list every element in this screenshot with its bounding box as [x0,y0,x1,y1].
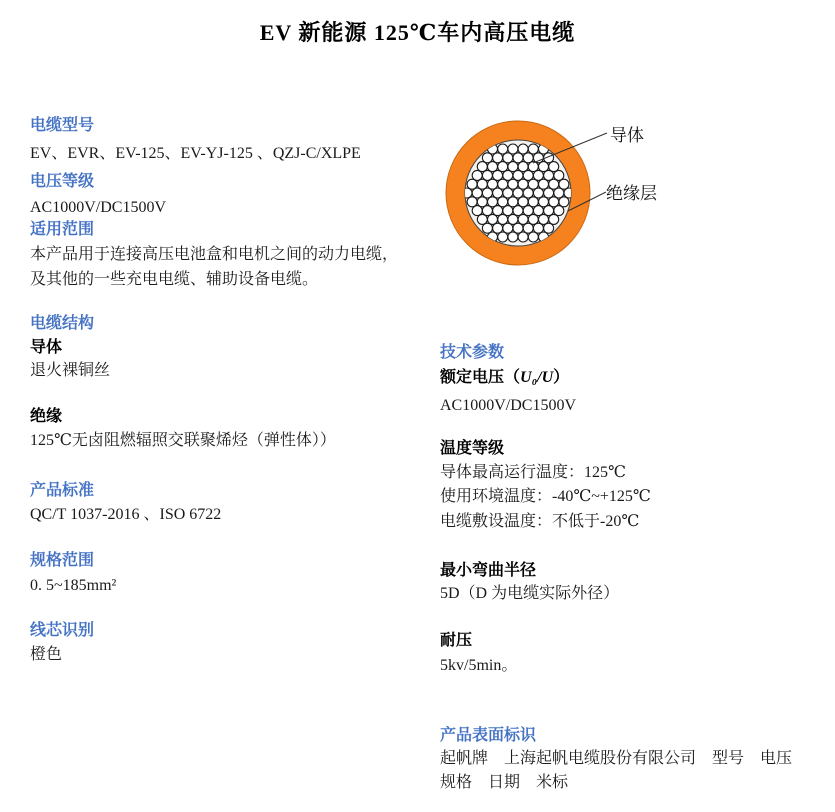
rated-voltage-symbol: U₀/U [520,369,554,386]
rated-voltage-prefix: 额定电压（ [440,369,521,386]
temperature-grade-subhead: 温度等级 [440,440,505,457]
withstand-voltage-value: 5kv/5min。 [440,657,518,674]
bend-radius-value: 5D（D 为电缆实际外径） [440,585,620,602]
core-id-heading: 线芯识别 [30,622,95,639]
rated-voltage-subhead [440,368,569,387]
temperature-line1: 导体最高运行温度：125℃ [440,464,626,481]
voltage-level-heading: 电压等级 [30,173,95,190]
bend-radius-subhead: 最小弯曲半径 [440,562,537,579]
surface-marking-heading: 产品表面标识 [440,727,537,744]
product-standard-heading: 产品标准 [30,482,95,499]
withstand-voltage-subhead: 耐压 [440,632,473,649]
product-standard-value: QC/T 1037-2016 、ISO 6722 [30,506,222,523]
insulation-subhead: 绝缘 [30,408,63,425]
application-scope-line1: 本产品用于连接高压电池盒和电机之间的动力电缆， [30,246,399,263]
insulation-callout-label: 绝缘层 [606,184,657,203]
spec-range-heading: 规格范围 [30,552,95,569]
cable-cross-section-diagram [440,110,620,280]
cable-structure-heading: 电缆结构 [30,315,95,332]
voltage-level-value: AC1000V/DC1500V [30,199,167,216]
application-scope-line2: 及其他的一些充电电缆、辅助设备电缆。 [30,271,319,288]
insulation-value: 125℃无卤阻燃辐照交联聚烯烃（弹性体）） [30,432,336,449]
page-title: EV 新能源 125℃车内高压电缆 [259,20,576,45]
core-id-value: 橙色 [30,646,63,663]
application-scope-heading: 适用范围 [30,221,95,238]
surface-marking-line2: 规格 日期 米标 [440,774,569,791]
tech-params-heading: 技术参数 [440,344,505,361]
conductor-subhead: 导体 [30,339,63,356]
cable-model-value: EV、EVR、EV-125、EV-YJ-125 、QZJ-C/XLPE [30,145,361,162]
spec-range-value: 0. 5~185mm² [30,577,117,594]
rated-voltage-value: AC1000V/DC1500V [440,397,577,414]
temperature-line3: 电缆敷设温度：不低于-20℃ [440,513,640,530]
surface-marking-line1: 起帆牌 上海起帆电缆股份有限公司 型号 电压 [440,750,793,767]
cable-model-heading: 电缆型号 [30,117,95,134]
conductor-value: 退火裸铜丝 [30,362,111,379]
rated-voltage-suffix: ） [553,369,570,386]
conductor-callout-label: 导体 [610,126,644,145]
temperature-line2: 使用环境温度：-40℃~+125℃ [440,488,651,505]
